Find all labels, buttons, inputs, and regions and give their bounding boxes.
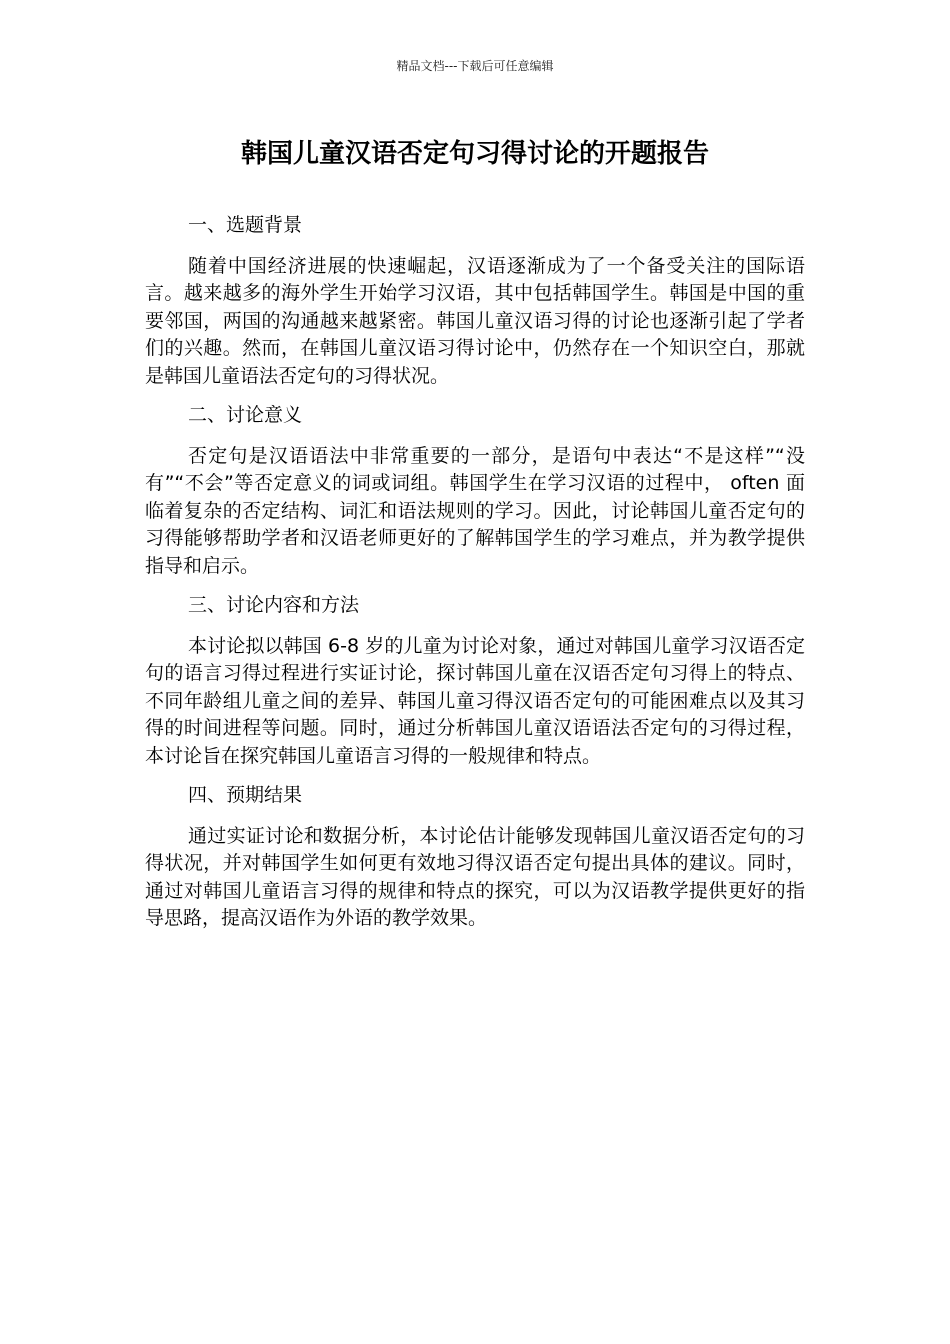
document-body [145, 212, 805, 945]
section-paragraph-expected-results: 通过实证讨论和数据分析，本讨论估计能够发现韩国儿童汉语否定句的习得状况，并对韩国学生如何更有效地习得汉语否定句提出具体的建议。同时，通过对韩国儿童语言习得的规律和特点的探究，可以为汉语教学提供更好的指导思路，提高汉语作为外语的教学效果。 [145, 824, 805, 929]
section-heading-significance: 二、讨论意义 [188, 404, 303, 426]
section-paragraph-content-methods: 本讨论拟以韩国 6-8 岁的儿童为讨论对象，通过对韩国儿童学习汉语否定句的语言习得过程进行实证讨论，探讨韩国儿童在汉语否定句习得上的特点、不同年龄组儿童之间的差异、韩国儿童习得汉语否定句的可能困难点以及其习得的时间进程等问题。同时，通过分析韩国儿童汉语语法否定句的习得过程，本讨论旨在探究韩国儿童语言习得的一般规律和特点。 [145, 634, 805, 767]
section-heading-expected-results: 四、预期结果 [188, 784, 303, 806]
header-note: 精品文档---下载后可任意编辑 [396, 59, 554, 73]
section-paragraph-significance: 否定句是汉语语法中非常重要的一部分，是语句中表达“不是这样”“没有”“不会”等否定意义的词或词组。韩国学生在学习汉语的过程中， often 面临着复杂的否定结构、词汇和语法规则的学习。因此，讨论韩国儿童否定句的习得能够帮助学者和汉语老师更好的了解韩国学生的学习难点，并为教学提供指导和启示。 [145, 444, 805, 577]
section-heading-content-methods: 三、讨论内容和方法 [188, 594, 360, 616]
section-paragraph-background: 随着中国经济进展的快速崛起，汉语逐渐成为了一个备受关注的国际语言。越来越多的海外学生开始学习汉语，其中包括韩国学生。韩国是中国的重要邻国，两国的沟通越来越紧密。韩国儿童汉语习得的讨论也逐渐引起了学者们的兴趣。然而，在韩国儿童汉语习得讨论中，仍然存在一个知识空白，那就是韩国儿童语法否定句的习得状况。 [145, 254, 805, 387]
document-title: 韩国儿童汉语否定句习得讨论的开题报告 [240, 139, 709, 169]
section-heading-background: 一、选题背景 [188, 214, 303, 236]
